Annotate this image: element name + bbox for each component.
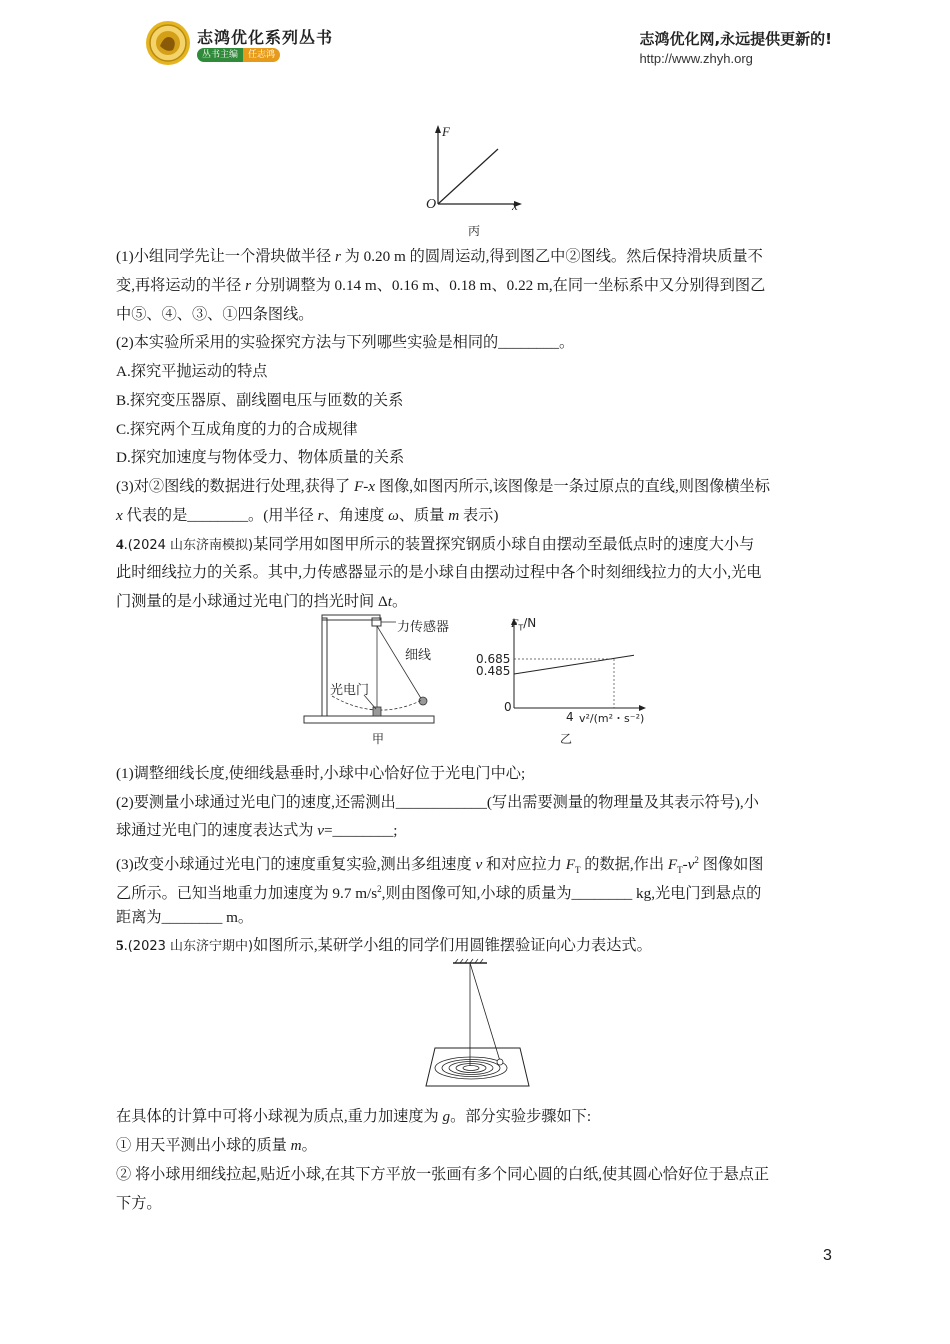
- editor-name: 任志鸿: [243, 48, 280, 62]
- q4-intro-line3: 门测量的是小球通过光电门的挡光时间 Δt。: [116, 593, 408, 610]
- q3-part1-line2: 变,再将运动的半径 r 分别调整为 0.14 m、0.16 m、0.18 m、0.22 m,在同一坐标系中又分别得到图乙: [116, 277, 766, 294]
- yi-caption: 乙: [560, 732, 573, 746]
- bing-origin: O: [426, 197, 437, 212]
- label-string: 细线: [405, 648, 432, 663]
- page-number: 3: [823, 1247, 832, 1264]
- q4-intro-line1: 4.(2024 山东济南模拟)某同学用如图甲所示的装置探究钢质小球自由摆动至最低点时的速度大小与: [116, 536, 755, 553]
- pendulum-string: [470, 963, 500, 1061]
- yi-y-axis-label: $F_T/N$: [511, 616, 537, 633]
- header-right: [639, 28, 832, 66]
- brand-title: 志鸿优化系列丛书: [197, 28, 334, 47]
- bing-caption: 丙: [468, 224, 481, 238]
- jia-caption: 甲: [372, 732, 385, 746]
- header-url-link[interactable]: http://www.zhyh.org: [639, 51, 753, 66]
- q3-part1-line3: 中⑤、④、③、①四条图线。: [116, 306, 314, 323]
- q3-part2: (2)本实验所采用的实验探究方法与下列哪些实验是相同的________。: [116, 334, 575, 351]
- series-line: [514, 655, 634, 674]
- label-photogate: 光电门: [330, 683, 370, 698]
- figure-conical-pendulum: [425, 958, 530, 1090]
- q5-step1: ① 用天平测出小球的质量 m。: [116, 1137, 317, 1154]
- photogate-block: [373, 707, 381, 716]
- q5-intro: 5.(2023 山东济宁期中)如图所示,某研学小组的同学们用圆锥摆验证向心力表达式。: [116, 937, 652, 954]
- yi-tick-0485: 0.485: [476, 664, 511, 678]
- swung-string: [377, 626, 422, 700]
- proportional-line: [438, 149, 498, 204]
- q3-option-c: C.探究两个互成角度的力的合成规律: [116, 421, 358, 438]
- bing-x-label: x: [512, 198, 518, 213]
- yi-tick-0685: 0.685: [476, 652, 511, 666]
- yi-x-axis-label: v²/(m²・s⁻²): [579, 712, 645, 725]
- q4-intro-line2: 此时细线拉力的关系。其中,力传感器显示的是小球自由摆动过程中各个时刻细线拉力的大小,光电: [116, 564, 762, 581]
- editor-badge: [197, 48, 280, 62]
- q4-part1: (1)调整细线长度,使细线悬垂时,小球中心恰好位于光电门中心;: [116, 765, 526, 782]
- label-force-sensor: 力传感器: [397, 620, 450, 635]
- concentric-circles: [435, 1057, 507, 1079]
- q3-part3-line2: x 代表的是________。(用半径 r、角速度 ω、质量 m 表示): [116, 507, 499, 524]
- yi-tick-x4: 4: [566, 710, 574, 724]
- pendulum-ball: [497, 1059, 503, 1065]
- q4-part2-line2: 球通过光电门的速度表达式为 v=________;: [116, 822, 398, 839]
- q3-option-b: B.探究变压器原、副线圈电压与匝数的关系: [116, 392, 404, 409]
- q3-part1-line1: (1)小组同学先让一个滑块做半径 r 为 0.20 m 的圆周运动,得到图乙中②图线。然后保持滑块质量不: [116, 248, 763, 265]
- bing-y-label: F: [442, 124, 450, 139]
- q5-line1: 在具体的计算中可将小球视为质点,重力加速度为 g。部分实验步骤如下:: [116, 1108, 592, 1125]
- q4-part2-line1: (2)要测量小球通过光电门的速度,还需测出____________(写出需要测量的物理量及其表示符号),小: [116, 794, 759, 811]
- q4-part3-line1: (3)改变小球通过光电门的速度重复实验,测出多组速度 v 和对应拉力 $F_T$ 的数据,作出 $F_T-v^2$ 图像如图: [116, 855, 764, 876]
- q5-step2-line2: 下方。: [116, 1195, 162, 1212]
- q3-option-a: A.探究平抛运动的特点: [116, 363, 268, 380]
- q5-step2-line1: ② 将小球用细线拉起,贴近小球,在其下方平放一张画有多个同心圆的白纸,使其圆心恰好位于悬点正: [116, 1166, 770, 1183]
- q3-part3-line1: (3)对②图线的数据进行处理,获得了 F-x 图像,如图丙所示,该图像是一条过原点的直线,则图像横坐标: [116, 478, 770, 495]
- editor-label: 丛书主编: [197, 48, 243, 62]
- yi-origin: 0: [504, 700, 512, 714]
- q4-part3-line3: 距离为________ m。: [116, 909, 254, 926]
- paper-sheet: [426, 1048, 529, 1086]
- q3-option-d: D.探究加速度与物体受力、物体质量的关系: [116, 449, 405, 466]
- header-slogan: 志鸿优化网,永远提供更新的!: [639, 30, 832, 48]
- publisher-seal-logo: [145, 20, 191, 66]
- q4-part3-line2: 乙所示。已知当地重力加速度为 9.7 $m/s^2$,则由图像可知,小球的质量为________ kg,光电门到悬点的: [116, 884, 762, 903]
